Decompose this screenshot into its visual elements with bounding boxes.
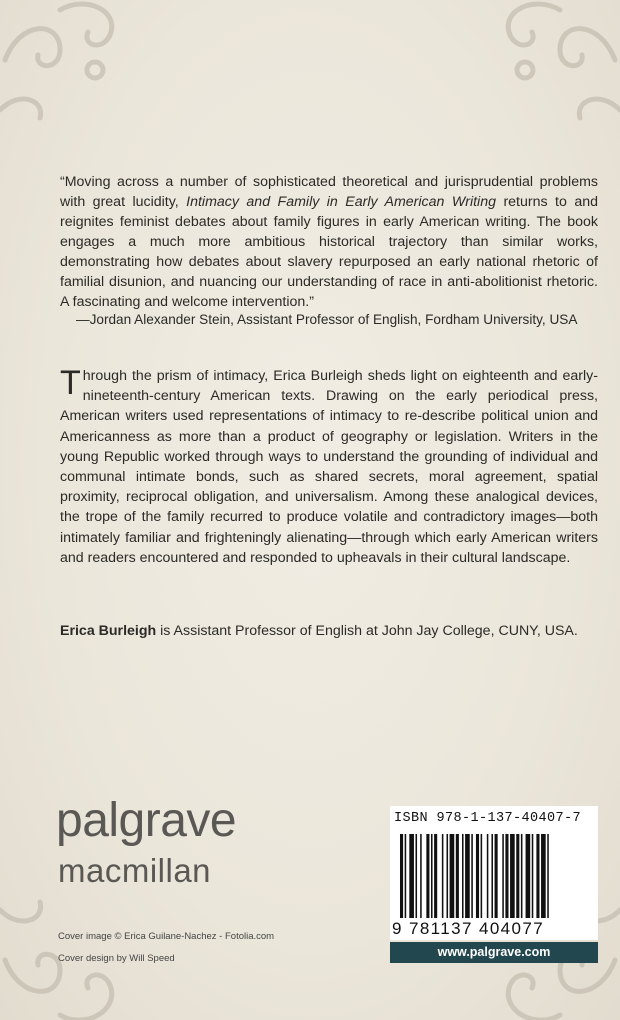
barcode-bar — [434, 834, 437, 918]
publisher-url[interactable]: www.palgrave.com — [390, 942, 598, 963]
barcode-bar — [491, 834, 493, 918]
barcode-bar — [456, 834, 459, 918]
author-bio — [60, 621, 600, 641]
barcode-bar — [476, 834, 479, 918]
barcode-bar — [447, 834, 449, 918]
barcode-bar — [420, 834, 422, 918]
quote-attribution: —Jordan Alexander Stein, Assistant Professor of English, Fordham University, USA — [76, 312, 578, 327]
corner-ornament-bottom-left — [0, 880, 140, 1020]
cover-image-credit: Cover image © Erica Guilane-Nachez - Fotolia.com — [58, 931, 275, 942]
barcode-bar — [547, 834, 549, 918]
barcode-bar — [450, 834, 455, 918]
barcode-bar — [471, 834, 473, 918]
book-description — [60, 366, 598, 568]
barcode-bar — [426, 834, 429, 918]
author-bio-text: is Assistant Professor of English at John Jay College, CUNY, USA. — [156, 623, 578, 639]
barcode-bar — [462, 834, 464, 918]
barcode-bar — [505, 834, 508, 918]
barcode-bars — [400, 834, 588, 918]
barcode-bar — [409, 834, 414, 918]
barcode-digits: 9 781137 404077 — [392, 919, 545, 938]
barcode-bar — [516, 834, 519, 918]
barcode-bar — [521, 834, 523, 918]
drop-cap: T — [60, 364, 81, 402]
isbn-label: ISBN 978-1-137-40407-7 — [394, 811, 582, 826]
corner-ornament-top-left — [0, 0, 140, 130]
isbn-barcode — [390, 806, 598, 940]
description-text: hrough the prism of intimacy, Erica Burleigh sheds light on eighteenth and early-nineteenth-century American texts. Drawing on the early periodical press, American writers used representations of intimacy to re-describe political union and Americanness as more than a product of geography or legislation. Writers in the young Republic worked through ways to understand the grounding of individual and communal intimate bonds, such as shared secrets, moral agreement, spatial proximity, reciprocal obligation, and universalism. Among these analogical devices, the trope of the family recurred to produce volatile and contradictory images—both intimately familiar and frighteningly alienating—through which early American writers and readers encountered and responded to upheavals in their cultural landscape. — [60, 368, 598, 566]
barcode-bar — [487, 834, 489, 918]
author-name: Erica Burleigh — [60, 623, 157, 639]
barcode-bar — [510, 834, 515, 918]
barcode-bar — [431, 834, 433, 918]
barcode-bar — [526, 834, 531, 918]
quote-lead: “Moving across a number of sophisticated theoretical and jurisprudential problems with great lucidity, — [60, 174, 598, 210]
barcode-bar — [465, 834, 470, 918]
barcode-bar — [405, 834, 407, 918]
barcode-bar — [502, 834, 504, 918]
barcode-bar — [442, 834, 444, 918]
barcode-bar — [541, 834, 546, 918]
endorsement-quote — [60, 172, 598, 312]
barcode-bar — [495, 834, 498, 918]
publisher-logo-palgrave: palgrave — [56, 794, 237, 847]
book-title-italic: Intimacy and Family in Early American Writing — [186, 194, 496, 210]
publisher-logo-macmillan: macmillan — [58, 852, 212, 889]
barcode-bar — [481, 834, 483, 918]
barcode-bar — [536, 834, 539, 918]
barcode-bar — [400, 834, 403, 918]
quote-rest: returns to and reignites feminist debates about family figures in early American writing. The book engages a much more ambitious historical trajectory than similar works, demonstrating how debates about slavery repurposed an early national rhetoric of familial disunion, and nuancing our understanding of race in anti-abolitionist rhetoric. A fascinating and welcome intervention.” — [60, 194, 598, 310]
cover-design-credit: Cover design by Will Speed — [58, 953, 175, 964]
barcode-bar — [532, 834, 534, 918]
corner-ornament-top-right — [480, 0, 620, 130]
barcode-bar — [416, 834, 418, 918]
